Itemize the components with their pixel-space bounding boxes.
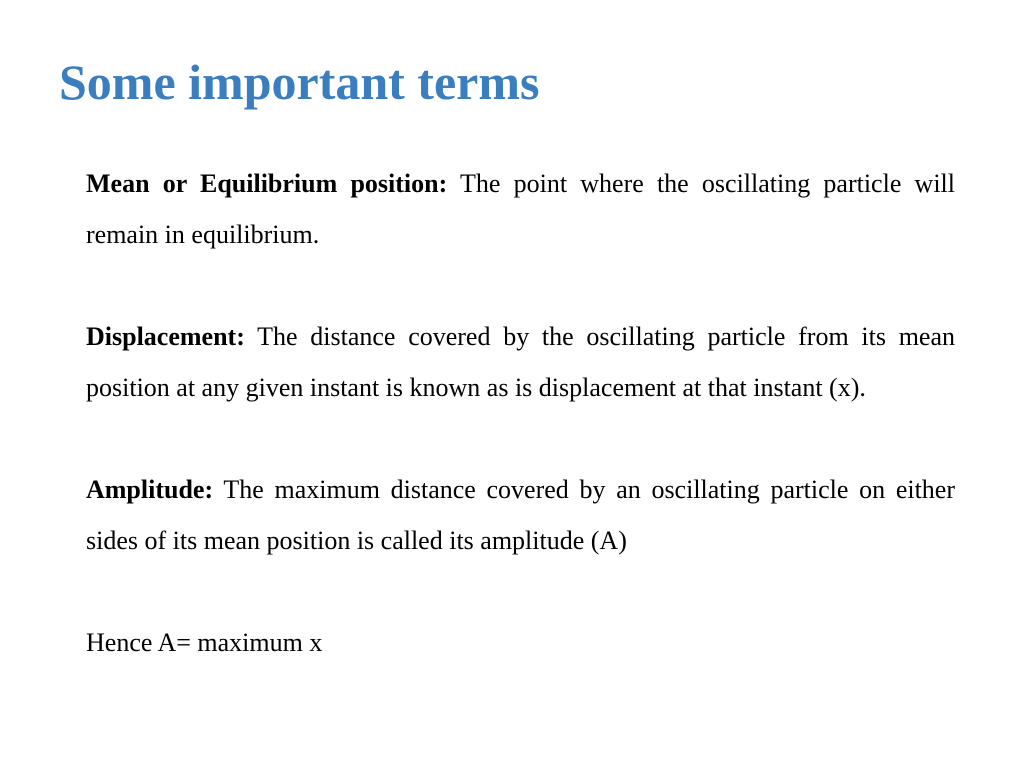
slide-title: Some important terms (59, 54, 540, 110)
term-label: Mean or Equilibrium position: (86, 169, 448, 198)
slide-content (86, 158, 955, 668)
term-paragraph-mean-position (86, 158, 955, 260)
amplitude-note: Hence A= maximum x (86, 628, 323, 657)
term-definition: The distance covered by the oscillating particle from its mean position at any given instant is known as is displacement at that instant (x). (86, 322, 956, 402)
term-definition: The maximum distance covered by an oscillating particle on either sides of its mean position is called its amplitude (A) (86, 475, 955, 555)
term-definition: The point where the oscillating particle will remain in equilibrium. (86, 169, 956, 249)
term-paragraph-amplitude (86, 464, 955, 566)
term-paragraph-displacement (86, 311, 955, 413)
term-label: Displacement: (86, 322, 245, 351)
term-label: Amplitude: (86, 475, 214, 504)
